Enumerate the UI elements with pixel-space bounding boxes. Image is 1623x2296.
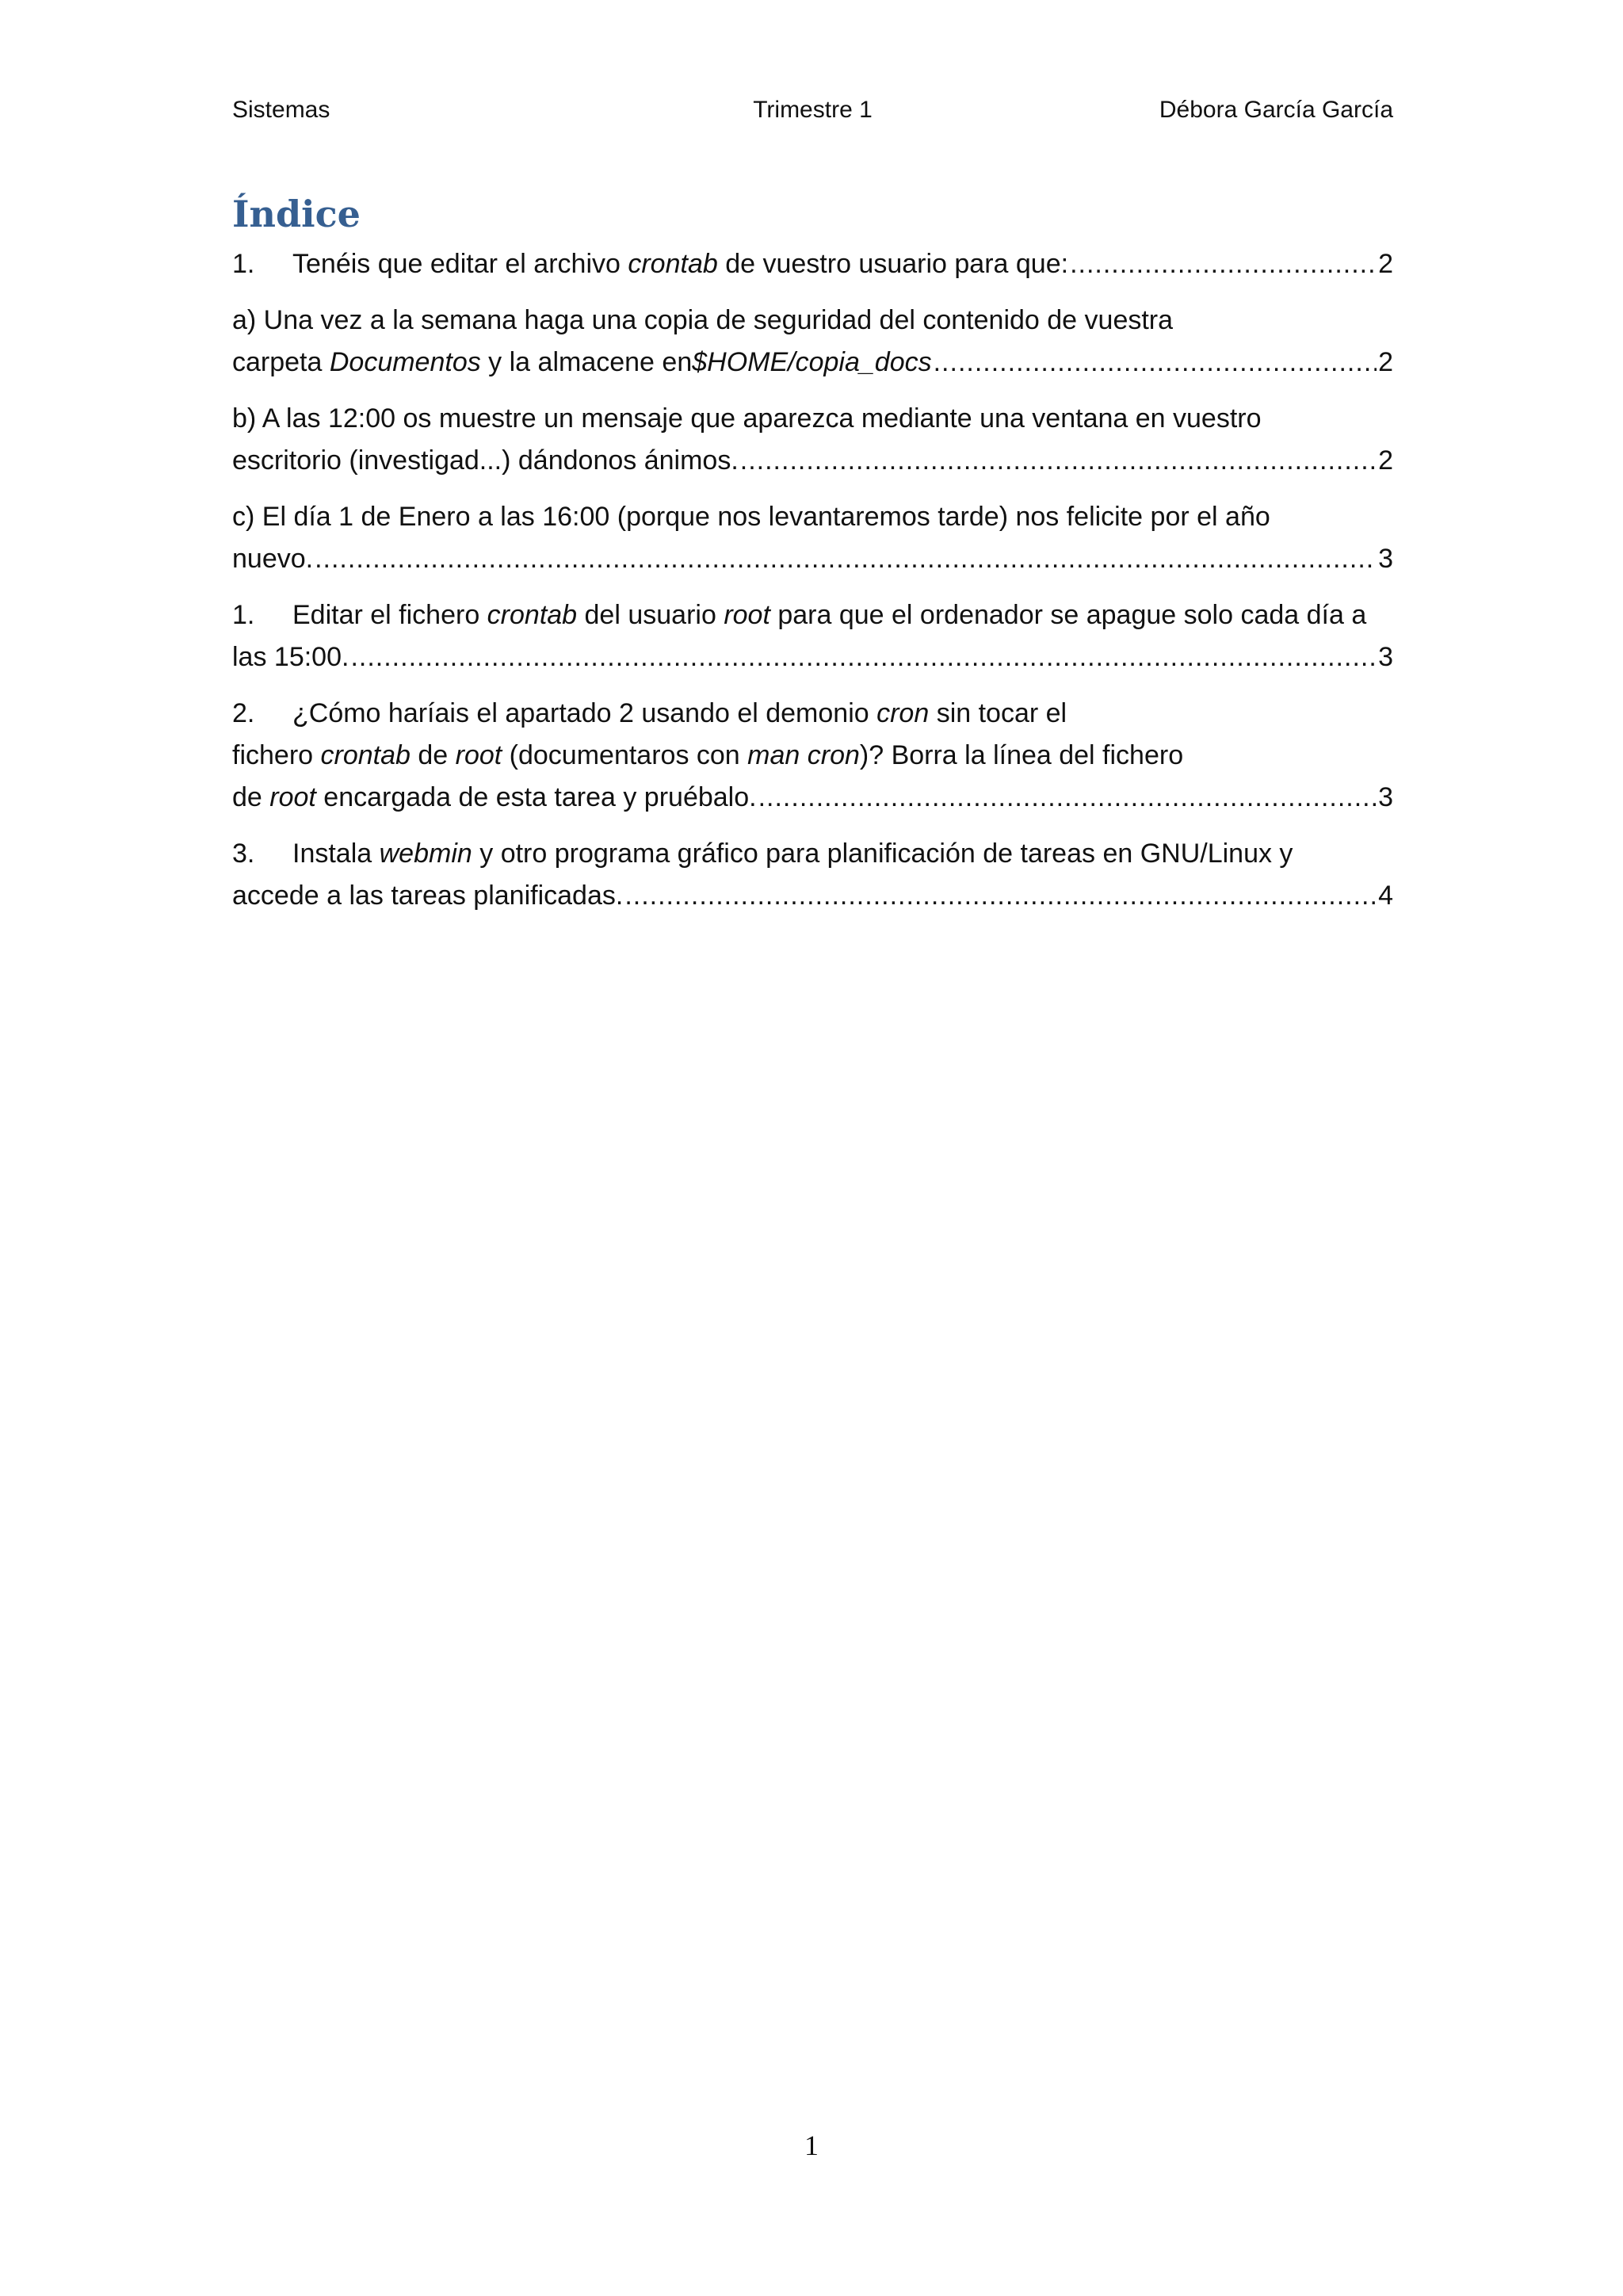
toc-page-number: 2 — [1378, 445, 1393, 476]
dot-leader — [624, 875, 1377, 917]
dot-leader — [740, 440, 1377, 482]
table-of-contents — [232, 243, 1393, 917]
header-term: Trimestre 1 — [753, 97, 873, 123]
toc-entry-4[interactable] — [232, 833, 1393, 917]
toc-entry-text: c) El día 1 de Enero a las 16:00 (porque nos levantaremos tarde) nos felicite por el año — [232, 502, 1270, 532]
toc-entry-number: 2. — [232, 698, 255, 728]
toc-entry-number: 3. — [232, 839, 255, 869]
toc-page-number: 2 — [1378, 347, 1393, 377]
header-author: Débora García García — [1159, 97, 1393, 123]
toc-entry-text: escritorio (investigad...) dándonos ánimos. — [232, 445, 739, 476]
dot-leader — [315, 538, 1377, 580]
toc-entry-1b[interactable] — [232, 398, 1393, 482]
toc-page-number: 3 — [1378, 544, 1393, 574]
toc-entry-text: Tenéis que editar el archivo crontab de vuestro usuario para que: — [292, 249, 1069, 279]
dot-leader — [1070, 243, 1377, 285]
toc-entry-text: carpeta Documentos y la almacene en$HOME/copia_docs — [232, 347, 932, 377]
toc-entry-1a[interactable] — [232, 300, 1393, 384]
dot-leader — [350, 636, 1377, 678]
toc-page-number: 3 — [1378, 782, 1393, 812]
toc-entry-text: a) Una vez a la semana haga una copia de seguridad del contenido de vuestra — [232, 305, 1174, 335]
toc-entry-number: 1. — [232, 600, 255, 630]
toc-entry-1c[interactable] — [232, 496, 1393, 580]
toc-entry-text: de root encargada de esta tarea y pruébalo. — [232, 782, 757, 812]
toc-entry-text: Editar el fichero crontab del usuario root para que el ordenador se apague solo cada día a — [292, 600, 1367, 630]
page-header — [232, 97, 1393, 132]
toc-entry-text: ¿Cómo haríais el apartado 2 usando el demonio cron sin tocar el — [292, 698, 1067, 728]
dot-leader — [758, 777, 1377, 819]
toc-entry-text: accede a las tareas planificadas. — [232, 881, 624, 911]
toc-entry-text: fichero crontab de root (documentaros con man cron)? Borra la línea del fichero — [232, 740, 1184, 770]
toc-entry-3[interactable] — [232, 693, 1393, 819]
toc-entry-number: 1. — [232, 249, 255, 279]
toc-entry-1[interactable] — [232, 243, 1393, 285]
toc-page-number: 3 — [1378, 642, 1393, 672]
toc-entry-2[interactable] — [232, 594, 1393, 678]
toc-page-number: 2 — [1378, 249, 1393, 279]
toc-page-number: 4 — [1378, 881, 1393, 911]
toc-entry-text: b) A las 12:00 os muestre un mensaje que aparezca mediante una ventana en vuestro — [232, 403, 1262, 434]
page-number-footer: 1 — [804, 2130, 819, 2161]
header-subject: Sistemas — [232, 97, 330, 123]
toc-entry-text: nuevo. — [232, 544, 314, 574]
toc-title: Índice — [232, 193, 361, 235]
dot-leader — [934, 342, 1377, 384]
toc-entry-text: Instala webmin y otro programa gráfico para planificación de tareas en GNU/Linux y — [292, 839, 1293, 869]
toc-entry-text: las 15:00. — [232, 642, 349, 672]
